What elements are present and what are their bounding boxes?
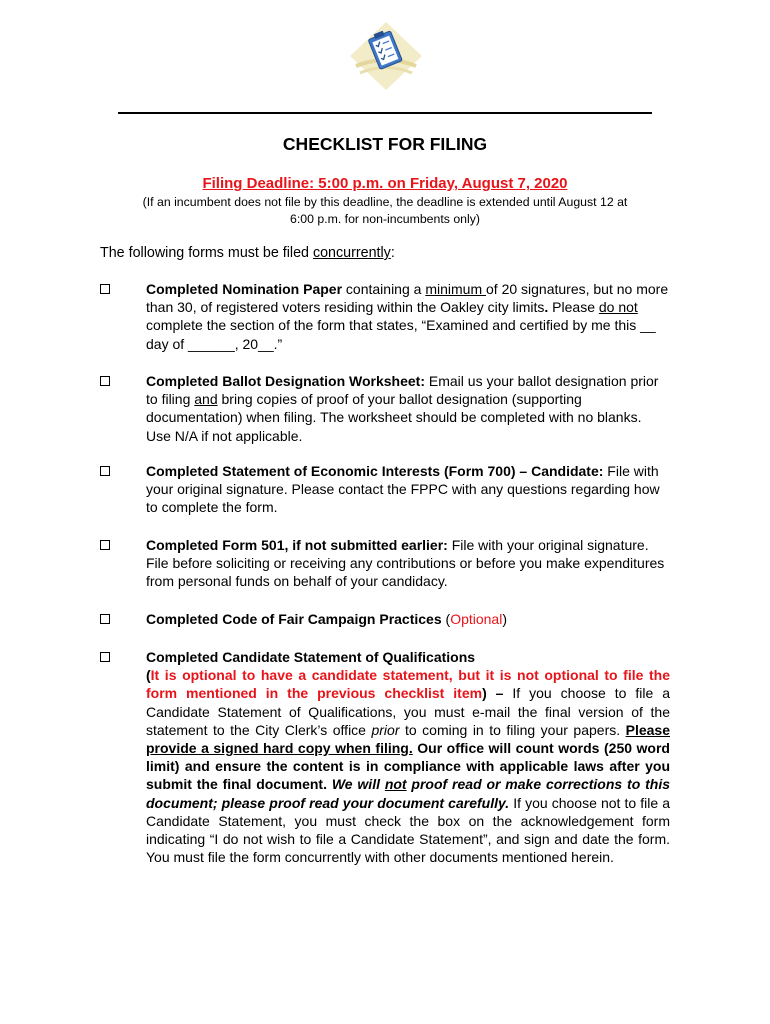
checklist-item-text: Completed Nomination Paper containing a minimum of 20 signatures, but no more than 30, of registered voters residing within the Oakley city limits. Please do not complete the section of the form that states, “Examined and certified by me this __ day of ______, 20__.”	[146, 281, 669, 352]
page-title: CHECKLIST FOR FILING	[282, 134, 488, 154]
checklist-item-text: Completed Ballot Designation Worksheet: Email us your ballot designation prior to filing and bring copies of proof of your ballot designation (supporting documentation) when filing. The worksheet should be completed with no blanks. Use N/A if not applicable.	[146, 373, 659, 444]
filing-deadline: Filing Deadline: 5:00 p.m. on Friday, August 7, 2020	[202, 175, 568, 192]
checkbox[interactable]	[100, 284, 110, 294]
checkbox[interactable]	[100, 376, 110, 386]
checkbox[interactable]	[100, 540, 110, 550]
checklist-clipboard-icon	[346, 20, 426, 92]
intro-text: The following forms must be filed concurrently:	[100, 245, 395, 261]
checklist-item-text: Completed Candidate Statement of Qualifications (It is optional to have a candidate statement, but it is not optional to file the form mentioned in the previous checklist item) – If you choose to file a Candidate Statement of Qualifications, you must e-mail the final version of the statement to the City Clerk’s office prior to coming in to filing your papers. Please provide a signed hard copy when filing. Our office will count words (250 word limit) and ensure the content is in compliance with applicable laws after you submit the final document. We will not proof read or make corrections to this document; please proof read your document carefully. If you choose not to file a Candidate Statement, you must check the box on the acknowledgement form indicating “I do not wish to file a Candidate Statement”, and sign and date the form. You must file the form concurrently with other documents mentioned herein.	[146, 649, 671, 866]
header-rule	[118, 112, 652, 114]
deadline-note: (If an incumbent does not file by this deadline, the deadline is extended until August 12 at 6:00 p.m. for non-incumbents only)	[142, 195, 628, 226]
checkbox[interactable]	[100, 614, 110, 624]
checkbox[interactable]	[100, 652, 110, 662]
checklist-item-text: Completed Form 501, if not submitted earlier: File with your original signature. File before soliciting or receiving any contributions or before you make expenditures from personal funds on behalf of your candidacy.	[146, 537, 665, 590]
checklist-item-text: Completed Code of Fair Campaign Practices (Optional)	[146, 611, 508, 627]
checkbox[interactable]	[100, 466, 110, 476]
checklist-item-text: Completed Statement of Economic Interests (Form 700) – Candidate: File with your original signature. Please contact the FPPC with any questions regarding how to complete the form.	[146, 463, 660, 516]
